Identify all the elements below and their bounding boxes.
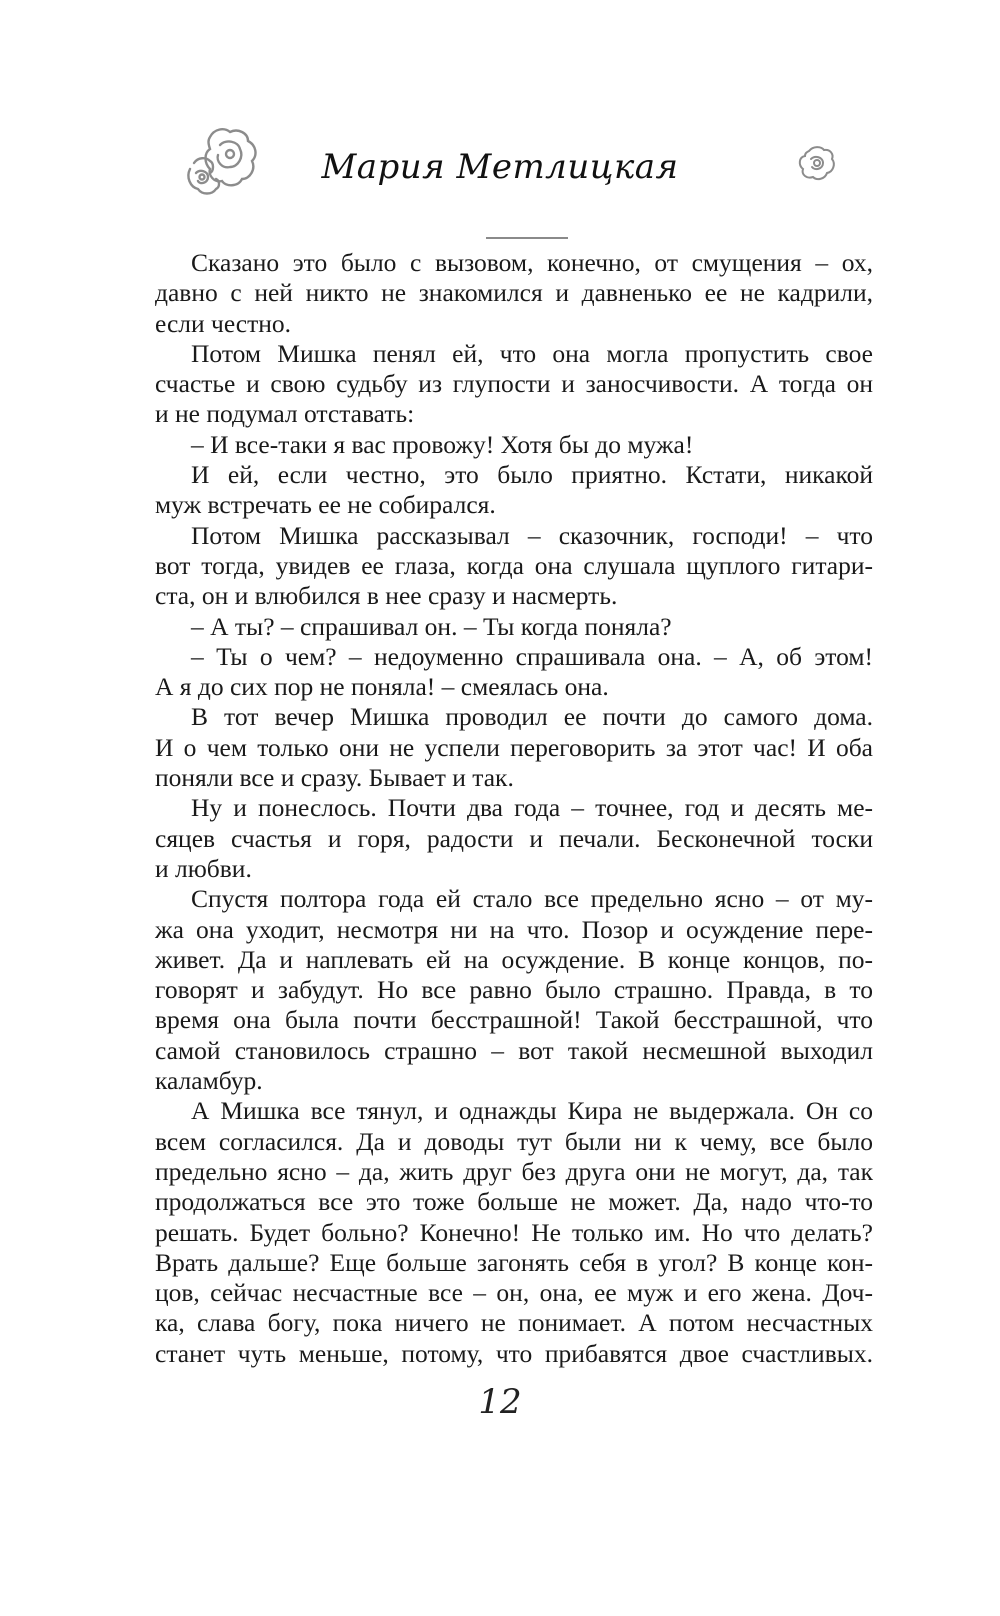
- text-line: продолжаться все это тоже больше не может. Да, надо что-то: [155, 1187, 873, 1217]
- page-number: 12: [478, 1382, 522, 1422]
- rose-ornament-icon: [797, 145, 837, 183]
- text-line: – А ты? – спрашивал он. – Ты когда поняла?: [191, 611, 672, 641]
- body-text: [155, 248, 873, 1369]
- text-line: жа она уходит, несмотря ни на что. Позор и осуждение пере-: [155, 914, 873, 944]
- text-line: Потом Мишка рассказывал – сказочник, господи! – что: [191, 520, 873, 550]
- text-line: В тот вечер Мишка проводил ее почти до самого дома.: [191, 702, 873, 732]
- text-line: если честно.: [155, 308, 292, 338]
- author-name: Мария Метлицкая: [321, 147, 679, 187]
- text-line: А я до сих пор не поняла! – смеялась она.: [155, 672, 609, 702]
- text-line: говорят и забудут. Но все равно было страшно. Правда, в то: [155, 975, 873, 1005]
- text-line: И о чем только они не успели переговорить за этот час! И оба: [155, 732, 873, 762]
- running-header: [0, 125, 1000, 205]
- text-line: Спустя полтора года ей стало все предельно ясно – от му-: [191, 884, 873, 914]
- text-line: самой становилось страшно – вот такой несмешной выходил: [155, 1035, 873, 1065]
- text-line: живет. Да и наплевать ей на осуждение. В конце концов, по-: [155, 944, 873, 974]
- text-line: Потом Мишка пенял ей, что она могла пропустить свое: [191, 338, 873, 368]
- text-line: Ну и понеслось. Почти два года – точнее, год и десять ме-: [191, 793, 873, 823]
- text-line: цов, сейчас несчастные все – он, она, ее муж и его жена. Доч-: [155, 1278, 873, 1308]
- text-line: ка, слава богу, пока ничего не понимает. А потом несчастных: [155, 1308, 873, 1338]
- text-line: счастье и свою судьбу из глупости и заносчивости. А тогда он: [155, 369, 873, 399]
- text-line: А Мишка все тянул, и однажды Кира не выдержала. Он со: [191, 1096, 873, 1126]
- header-divider: [486, 237, 568, 239]
- text-line: давно с ней никто не знакомился и давненько ее не кадрили,: [155, 278, 873, 308]
- text-line: предельно ясно – да, жить друг без друга они не могут, да, так: [155, 1156, 873, 1186]
- text-line: Сказано это было с вызовом, конечно, от смущения – ох,: [191, 248, 873, 277]
- text-line: вот тогда, увидев ее глаза, когда она слушала щуплого гитари-: [155, 550, 873, 580]
- text-line: решать. Будет больно? Конечно! Не только им. Но что делать?: [155, 1217, 873, 1247]
- text-line: и любви.: [155, 853, 252, 883]
- text-line: сяцев счастья и горя, радости и печали. Бесконечной тоски: [155, 823, 873, 853]
- text-line: – И все-таки я вас провожу! Хотя бы до мужа!: [191, 429, 694, 459]
- text-line: время она была почти бесстрашной! Такой бесстрашной, что: [155, 1005, 873, 1035]
- text-line: ста, он и влюбился в нее сразу и насмерть.: [155, 581, 618, 611]
- text-line: каламбур.: [155, 1066, 263, 1096]
- text-line: – Ты о чем? – недоуменно спрашивала она. – А, об этом!: [191, 641, 873, 671]
- text-line: поняли все и сразу. Бывает и так.: [155, 763, 514, 793]
- text-line: муж встречать ее не собирался.: [155, 490, 496, 520]
- text-line: и не подумал отставать:: [155, 399, 415, 429]
- text-line: станет чуть меньше, потому, что прибавятся двое счастливых.: [155, 1338, 873, 1368]
- text-line: Врать дальше? Еще больше загонять себя в угол? В конце кон-: [155, 1247, 873, 1277]
- text-line: И ей, если честно, это было приятно. Кстати, никакой: [191, 460, 873, 490]
- text-line: всем согласился. Да и доводы тут были ни к чему, все было: [155, 1126, 873, 1156]
